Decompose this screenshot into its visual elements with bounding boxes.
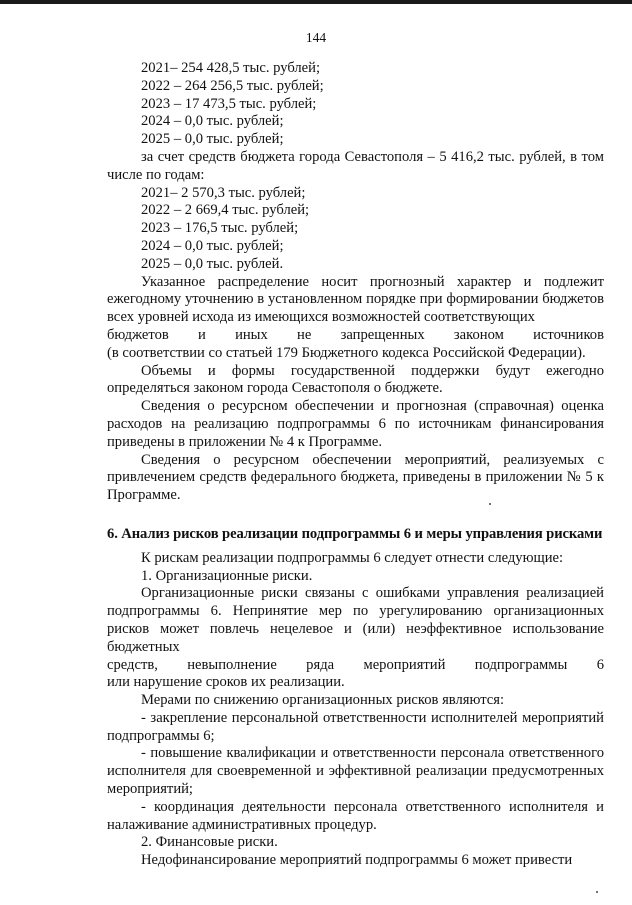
scan-speck (489, 503, 491, 505)
paragraph: Мерами по снижению организационных рисков являются: (141, 692, 505, 709)
paragraph: (в соответствии со статьей 179 Бюджетного кодекса Российской Федерации). (107, 344, 586, 361)
paragraph: или нарушение сроков их реализации. (107, 674, 345, 691)
paragraph: Объемы и формы государственной поддержки будут ежегодно определяться законом города Севастополя о бюджете. (107, 362, 604, 397)
risk-section (107, 550, 604, 870)
paragraph: 2022 – 264 256,5 тыс. рублей; (141, 77, 324, 94)
paragraph: 2024 – 0,0 тыс. рублей; (141, 113, 284, 130)
paragraph: 2021– 254 428,5 тыс. рублей; (141, 60, 321, 76)
paragraph: средств, невыполнение ряда мероприятий подпрограммы 6 (107, 656, 604, 673)
paragraph: 2. Финансовые риски. (141, 834, 278, 851)
section-heading: 6. Анализ рисков реализации подпрограммы 6 и меры управления рисками (107, 525, 603, 542)
paragraph: Указанное распределение носит прогнозный характер и подлежит ежегодному уточнению в установленном порядке при формировании бюджетов всех уровней исхода из имеющихся возможностей соответствующих (107, 273, 604, 326)
paragraph: Сведения о ресурсном обеспечении и прогнозная (справочная) оценка расходов на реализацию подпрограммы 6 по источникам финансирования приведены в приложении № 4 к Программе. (107, 398, 604, 450)
paragraph: - закрепление персональной ответственности исполнителей мероприятий подпрограммы 6; (107, 709, 604, 744)
paragraph: Недофинансирование мероприятий подпрограммы 6 может привести (141, 852, 573, 869)
paragraph: за счет средств бюджета города Севастополя – 5 416,2 тыс. рублей, в том числе по годам: (107, 148, 604, 183)
document-body (107, 60, 604, 870)
paragraph: 2023 – 17 473,5 тыс. рублей; (141, 95, 317, 112)
paragraph: К рискам реализации подпрограммы 6 следует отнести следующие: (141, 549, 564, 566)
paragraph: Сведения о ресурсном обеспечении мероприятий, реализуемых с привлечением средств федерального бюджета, приведены в приложении № 5 к Программе. (107, 451, 604, 504)
paragraph: 2024 – 0,0 тыс. рублей; (141, 237, 284, 254)
paragraph: 2022 – 2 669,4 тыс. рублей; (141, 202, 310, 219)
paragraph: - повышение квалификации и ответственности персонала ответственного исполнителя для своевременной и эффективной реализации предусмотренных мероприятий; (107, 745, 604, 798)
paragraph: 2023 – 176,5 тыс. рублей; (141, 220, 299, 237)
paragraph: 2021– 2 570,3 тыс. рублей; (141, 184, 306, 201)
scan-speck (596, 891, 598, 893)
top-border-line (0, 0, 632, 4)
page-number: 144 (305, 30, 327, 45)
paragraph: бюджетов и иных не запрещенных законом источников (107, 326, 604, 343)
funding-section (107, 60, 604, 505)
paragraph: 1. Организационные риски. (141, 567, 313, 584)
paragraph: - координация деятельности персонала ответственного исполнителя и налаживание административных процедур. (107, 798, 604, 833)
paragraph: 2025 – 0,0 тыс. рублей. (141, 255, 284, 272)
paragraph: Организационные риски связаны с ошибками управления реализацией подпрограммы 6. Непринятие мер по урегулированию организационных рисков может повлечь нецелевое и (или) неэффективное использование бюджетных (107, 585, 604, 655)
paragraph: 2025 – 0,0 тыс. рублей; (141, 131, 284, 148)
